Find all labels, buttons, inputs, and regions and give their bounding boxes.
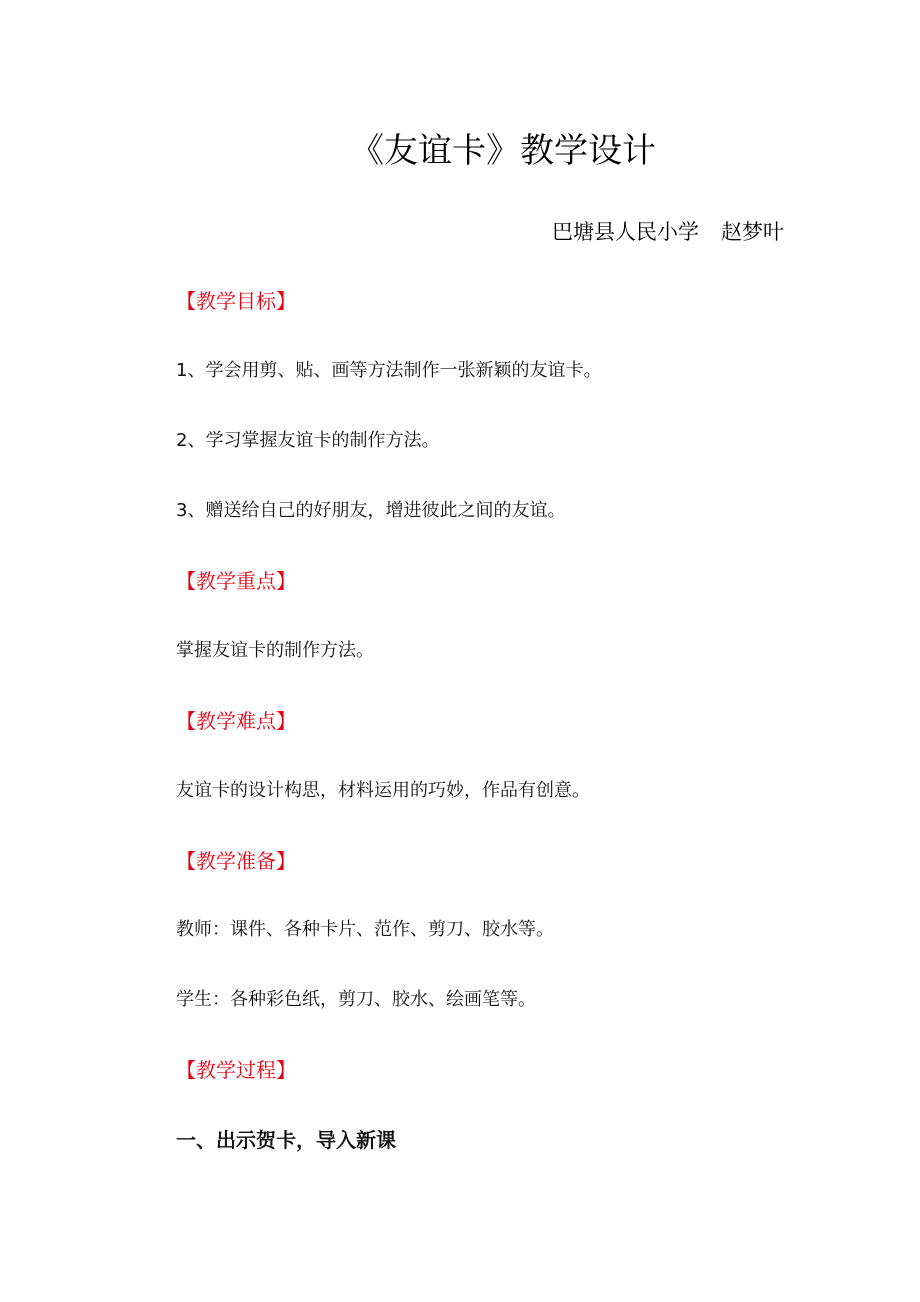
objectives-heading: 【教学目标】: [176, 289, 296, 313]
document-title: 《友谊卡》教学设计: [350, 131, 656, 171]
preparation-heading: 【教学准备】: [176, 849, 296, 873]
process-heading: 【教学过程】: [176, 1058, 296, 1082]
key-point-text: 掌握友谊卡的制作方法。: [176, 640, 374, 661]
author-school: 巴塘县人民小学: [552, 220, 699, 244]
objective-item-2: 2、学习掌握友谊卡的制作方法。: [176, 430, 440, 451]
objective-item-1: 1、学会用剪、贴、画等方法制作一张新颖的友谊卡。: [176, 360, 602, 381]
process-step-1-heading: 一、出示贺卡，导入新课: [176, 1128, 396, 1152]
difficulty-heading: 【教学难点】: [176, 709, 296, 733]
preparation-teacher-text: 教师：课件、各种卡片、范作、剪刀、胶水等。: [176, 919, 554, 940]
objective-item-3: 3、赠送给自己的好朋友，增进彼此之间的友谊。: [176, 500, 566, 521]
author-name: 赵梦叶: [721, 220, 784, 244]
difficulty-text: 友谊卡的设计构思，材料运用的巧妙，作品有创意。: [176, 780, 590, 801]
author-line: [552, 214, 784, 250]
key-point-heading: 【教学重点】: [176, 569, 296, 593]
preparation-student-text: 学生：各种彩色纸，剪刀、胶水、绘画笔等。: [176, 989, 536, 1010]
